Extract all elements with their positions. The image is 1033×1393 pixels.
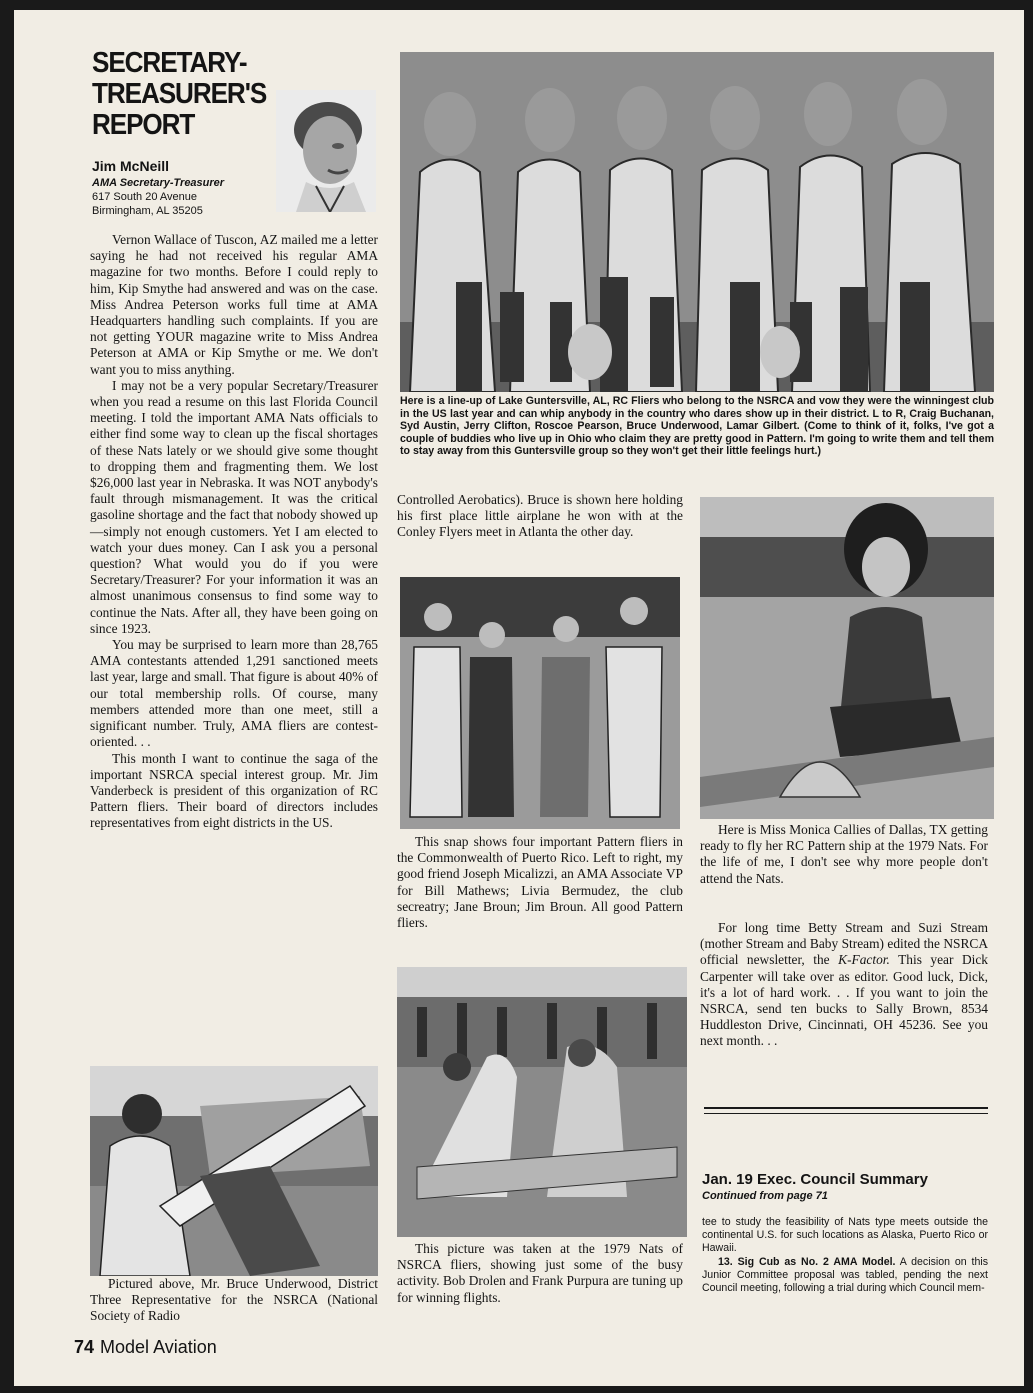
caption-bruce-continued (397, 492, 683, 541)
body-paragraph: Vernon Wallace of Tuscon, AZ mailed me a letter saying he had not received his regular AMA magazine for two months. Before I could reply to him, Kip Smythe had answered and was on the case. Miss Andrea Peterson works full time at AMA Headquarters handling such complaints. If you are not getting YOUR magazine write to Miss Andrea Peterson at AMA or Kip Smythe or me. We don't want you to miss anything. (90, 232, 378, 377)
page-title: SECRETARY-TREASURER'S REPORT (92, 47, 267, 141)
summary-paragraph-1: tee to study the feasibility of Nats type meets outside the continental U.S. for such locations as Alaska, Puerto Rico or Hawaii. (702, 1216, 988, 1255)
page-number: 74 (74, 1337, 95, 1357)
caption-monica (700, 822, 988, 887)
summary-text (702, 1216, 988, 1295)
body-paragraph: You may be surprised to learn more than 28,765 AMA contestants attended 1,291 sanctioned meets last year, large and small. That figure is about 40% of our total membership rolls. Of course, many members attended more than one meet, still a significant number. Truly, AMA fliers are contest-oriented. . . (90, 637, 378, 750)
right-paragraph (700, 920, 988, 1050)
caption-nats-text: This picture was taken at the 1979 Nats of NSRCA fliers, showing just some of the busy activity. Bob Drolen and Frank Purpura are tuning up for winning flights. (397, 1241, 683, 1305)
caption-nats (397, 1241, 683, 1306)
caption-monica-text: Here is Miss Monica Callies of Dallas, TX getting ready to fly her RC Pattern ship at the 1979 Nats. For the life of me, I don't see why more people don't attend the Nats. (700, 822, 988, 886)
author-block (92, 158, 292, 218)
section-divider-bottom (704, 1113, 988, 1114)
caption-bruce (90, 1276, 378, 1325)
summary-item-13 (702, 1256, 988, 1296)
photo-club-lineup (400, 52, 994, 392)
photo-puerto-rico-fliers (400, 577, 680, 829)
caption-puerto-rico (397, 834, 683, 931)
caption-puerto-rico-text: This snap shows four important Pattern fliers in the Commonwealth of Puerto Rico. Left to right, my good friend Joseph Micalizzi, an AMA Associate VP for Bill Mathews; Livia Bermudez, the club secreatry; Jane Broun; Jim Broun. All good Pattern fliers. (397, 834, 683, 931)
author-name: Jim McNeill (92, 158, 170, 174)
author-role: AMA Secretary-Treasurer (92, 177, 225, 189)
magazine-page (14, 10, 1024, 1386)
section-divider-top (704, 1107, 988, 1109)
article-body-left (90, 232, 378, 832)
author-address-line-2: Birmingham, AL 35205 (92, 205, 203, 217)
article-body-right (700, 920, 988, 1050)
caption-club-lineup: Here is a line-up of Lake Guntersville, AL, RC Fliers who belong to the NSRCA and vow they were the winningest club in the US last year and can whip anybody in the country who dares show up in their district. L to R, Craig Buchanan, Syd Austin, Jerry Clifton, Roscoe Pearson, Bruce Underwood, Lamar Gilbert. (Come to think of it, folks, I've got a couple of buddies who live up in Ohio who claim they are pretty good in Pattern. I'm going to write them and tell them to stay away from this Guntersville group so they won't get their little feelings hurt.) (400, 395, 994, 458)
body-paragraph: This month I want to continue the saga of the important NSRCA special interest group. Mr. Jim Vanderbeck is president of this organization of RC Pattern fliers. Their board of directors includes representatives from eight districts in the US. (90, 750, 378, 831)
photo-bruce-underwood (90, 1066, 378, 1276)
caption-bruce-part-2: Controlled Aerobatics). Bruce is shown here holding his first place little airplane he won with at the Conley Flyers meet in Atlanta the other day. (397, 492, 683, 540)
caption-bruce-part-1: Pictured above, Mr. Bruce Underwood, District Three Representative for the NSRCA (National Society of Radio (90, 1276, 378, 1324)
page-footer (74, 1337, 217, 1358)
summary-title: Jan. 19 Exec. Council Summary (702, 1171, 928, 1188)
photo-nats-activity (397, 967, 687, 1237)
summary-item-13-lead: 13. Sig Cub as No. 2 AMA Model. (718, 1255, 896, 1268)
body-paragraph: I may not be a very popular Secretary/Treasurer when you read a resume on this last Florida Council meeting. I told the important AMA Nats officials to either find some way to clean up the fiscal shortages of these Nats lately or we should give some thought to dropping them and fragmenting them. We lost $26,000 last year in Nebraska. It was NOT anybody's fault through mismanagement. It was the critical gasoline shortage and the fact that nobody showed up—simply not enough customers. Yet I am elected to watch your dues money. Can I ask you a personal question? What would you do if you were Secretary/Treasurer? For your information it was an almost unanimous consensus to find some way to continue the Nats. After all, they have been going on since 1923. (90, 377, 378, 636)
summary-item-13-text: A decision on this Junior Committee proposal was tabled, pending the next Council meeting, following a trial during which Council mem- (702, 1255, 988, 1295)
photo-monica-callies (700, 497, 994, 819)
magazine-name: Model Aviation (100, 1337, 217, 1357)
right-paragraph-end: This year Dick Carpenter will take over as editor. Good luck, Dick, it's a lot of hard work. . . If you want to join the NSRCA, send ten bucks to Sally Brown, 8534 Huddleston Drive, Cincinnati, OH 45236. See you next month. . . (700, 952, 988, 1049)
right-paragraph-start: For long time Betty Stream and Suzi Stream (mother Stream and Baby Stream) edited the NSRCA official newsletter, the (700, 920, 988, 968)
newsletter-name: K-Factor. (838, 952, 890, 968)
summary-continued-note: Continued from page 71 (702, 1190, 828, 1202)
author-address-line-1: 617 South 20 Avenue (92, 191, 198, 203)
